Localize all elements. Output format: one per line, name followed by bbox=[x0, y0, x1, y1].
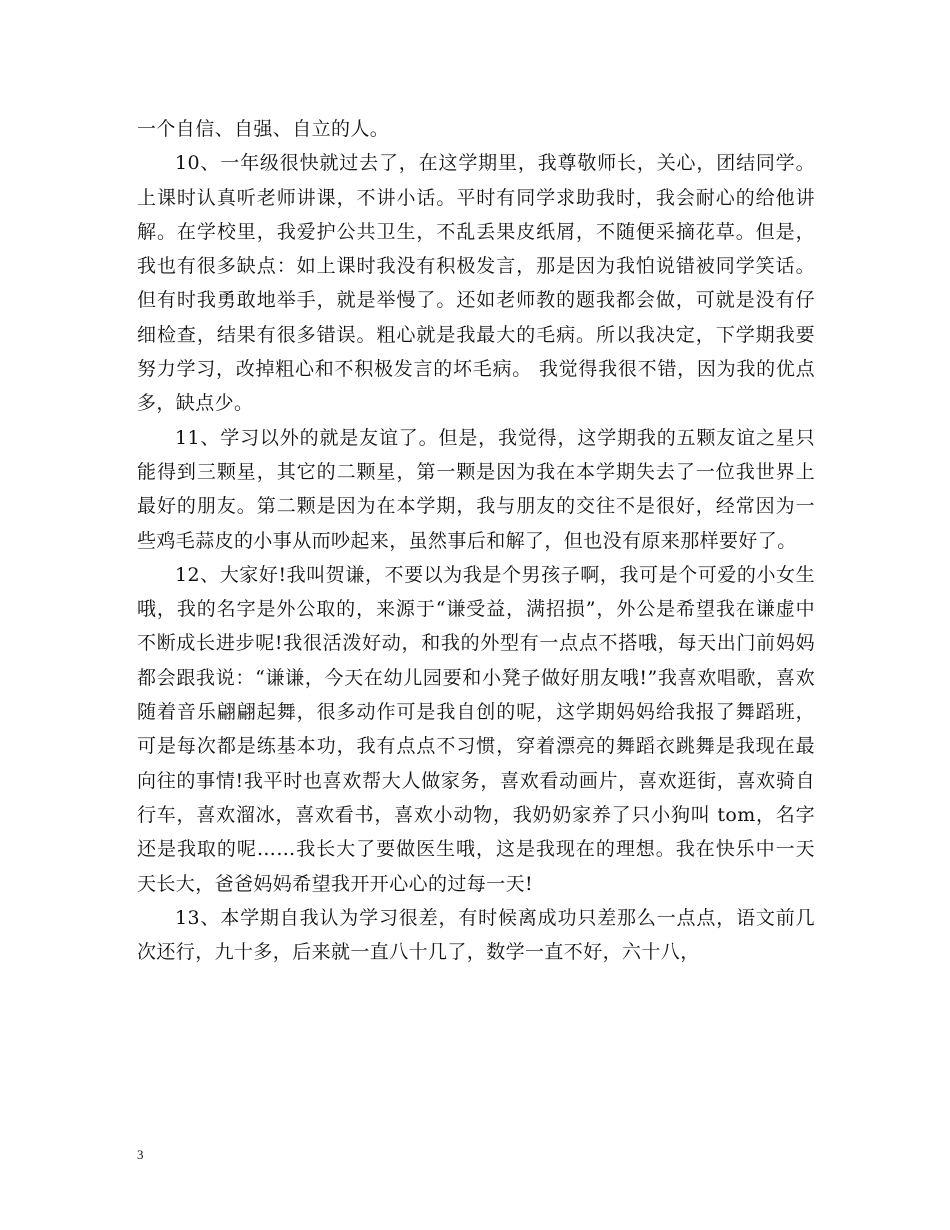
page-number: 3 bbox=[137, 1147, 144, 1162]
paragraph-13: 13、本学期自我认为学习很差，有时候离成功只差那么一点点，语文前几次还行，九十多，后来就一直八十几了，数学一直不好，六十八， bbox=[137, 906, 815, 964]
body-text bbox=[137, 112, 815, 969]
paragraph-continuation: 一个自信、自强、自立的人。 bbox=[137, 118, 390, 140]
paragraph-10: 10、一年级很快就过去了，在这学期里，我尊敬师长，关心，团结同学。上课时认真听老师讲课，不讲小话。平时有同学求助我时，我会耐心的给他讲解。在学校里，我爱护公共卫生，不乱丢果皮纸屑，不随便采摘花草。但是，我也有很多缺点：如上课时我没有积极发言，那是因为我怕说错被同学笑话。但有时我勇敢地举手，就是举慢了。还如老师教的题我都会做，可就是没有仔细检查，结果有很多错误。粗心就是我最大的毛病。所以我决定，下学期我要努力学习，改掉粗心和不积极发言的坏毛病。 我觉得我很不错，因为我的优点多，缺点少。 bbox=[137, 152, 815, 415]
paragraph-11: 11、学习以外的就是友谊了。但是，我觉得，这学期我的五颗友谊之星只能得到三颗星，其它的二颗星，第一颗是因为我在本学期失去了一位我世界上最好的朋友。第二颗是因为在本学期，我与朋友的交往不是很好，经常因为一些鸡毛蒜皮的小事从而吵起来，虽然事后和解了，但也没有原来那样要好了。 bbox=[137, 426, 815, 552]
paragraph-12: 12、大家好!我叫贺谦，不要以为我是个男孩子啊，我可是个可爱的小女生哦，我的名字是外公取的，来源于“谦受益，满招损”，外公是希望我在谦虚中不断成长进步呢!我很活泼好动，和我的外型有一点点不搭哦，每天出门前妈妈都会跟我说：“谦谦，今天在幼儿园要和小凳子做好朋友哦!”我喜欢唱歌，喜欢随着音乐翩翩起舞，很多动作可是我自创的呢，这学期妈妈给我报了舞蹈班，可是每次都是练基本功，我有点点不习惯，穿着漂亮的舞蹈衣跳舞是我现在最向往的事情!我平时也喜欢帮大人做家务，喜欢看动画片，喜欢逛街，喜欢骑自行车，喜欢溜冰，喜欢看书，喜欢小动物，我奶奶家养了只小狗叫 tom，名字还是我取的呢……我长大了要做医生哦，这是我现在的理想。我在快乐中一天天长大，爸爸妈妈希望我开开心心的过每一天! bbox=[137, 563, 815, 895]
